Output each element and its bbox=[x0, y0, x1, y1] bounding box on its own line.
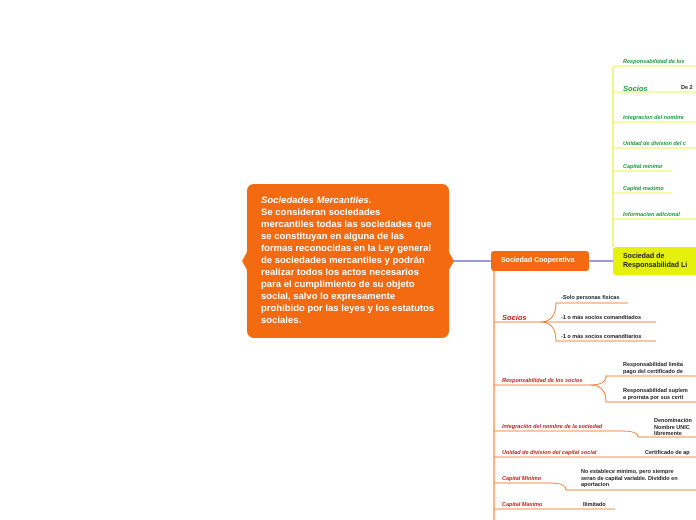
coop-unidad[interactable]: Unidad de division del capital social bbox=[502, 450, 597, 456]
srl-label: Sociedad de Responsabilidad Li bbox=[623, 253, 688, 269]
coop-capital-maximo-value[interactable]: Ilimitado bbox=[583, 502, 606, 508]
coop-socios-item-2[interactable]: -1 o más socios comanditados bbox=[561, 315, 642, 321]
coop-responsabilidad-item-2[interactable]: Responsabilidad suplem a prorrata por sus certi bbox=[623, 388, 688, 401]
central-topic-body: Se consideran sociedades mercantiles todas las sociedades que se constituyan en alguna de las formas reconocidas en la Ley general de sociedades mercantiles y podrán realizar todos los actos necesarios para el cumplimiento de su objeto social, salvo lo expresamente prohibido por las leyes y los estatutos sociales. bbox=[261, 207, 435, 326]
srl-socios-value[interactable]: De 2 bbox=[681, 85, 693, 91]
central-topic-title: Sociedades Mercantiles. bbox=[261, 195, 372, 206]
node-sociedad-responsabilidad-limitada[interactable] bbox=[613, 247, 696, 275]
coop-capital-minimo[interactable]: Capital Minimo bbox=[502, 476, 542, 482]
srl-informacion[interactable]: Informacion adicional bbox=[623, 212, 680, 218]
coop-socios-item-1[interactable]: -Solo personas fisicas bbox=[561, 295, 620, 301]
central-topic[interactable] bbox=[247, 184, 449, 338]
coop-unidad-value[interactable]: Certificado de ap bbox=[645, 450, 690, 456]
srl-capital-minimo[interactable]: Capital minimo bbox=[623, 164, 663, 170]
coop-capital-maximo[interactable]: Capital Maximo bbox=[502, 502, 543, 508]
coop-capital-minimo-value[interactable]: No establece minimo, pero siempre seran de capital variable. Dividido en aportacion bbox=[581, 469, 678, 488]
coop-responsabilidad-item-1[interactable]: Responsabilidad limita pago del certificado de bbox=[623, 362, 683, 375]
coop-integracion[interactable]: Integración del nombre de la sociedad bbox=[502, 424, 603, 430]
srl-capital-maximo[interactable]: Capital maximo bbox=[623, 186, 664, 192]
srl-responsabilidad[interactable]: Responsabilidad de los bbox=[623, 59, 685, 65]
srl-unidad[interactable]: Unidad de division del c bbox=[623, 141, 686, 147]
coop-socios[interactable]: Socios bbox=[502, 313, 527, 322]
srl-socios[interactable]: Socios bbox=[623, 84, 648, 93]
coop-socios-item-3[interactable]: -1 o más socios comanditarios bbox=[561, 334, 642, 340]
coop-integracion-value[interactable]: Denominación Nombre UNIC libremente bbox=[654, 418, 692, 437]
srl-integracion[interactable]: Integracion del nombre bbox=[623, 115, 684, 121]
node-sociedad-cooperativa[interactable]: Sociedad Cooperativa bbox=[491, 251, 589, 271]
coop-responsabilidad[interactable]: Responsabilidad de los socios bbox=[502, 378, 583, 384]
